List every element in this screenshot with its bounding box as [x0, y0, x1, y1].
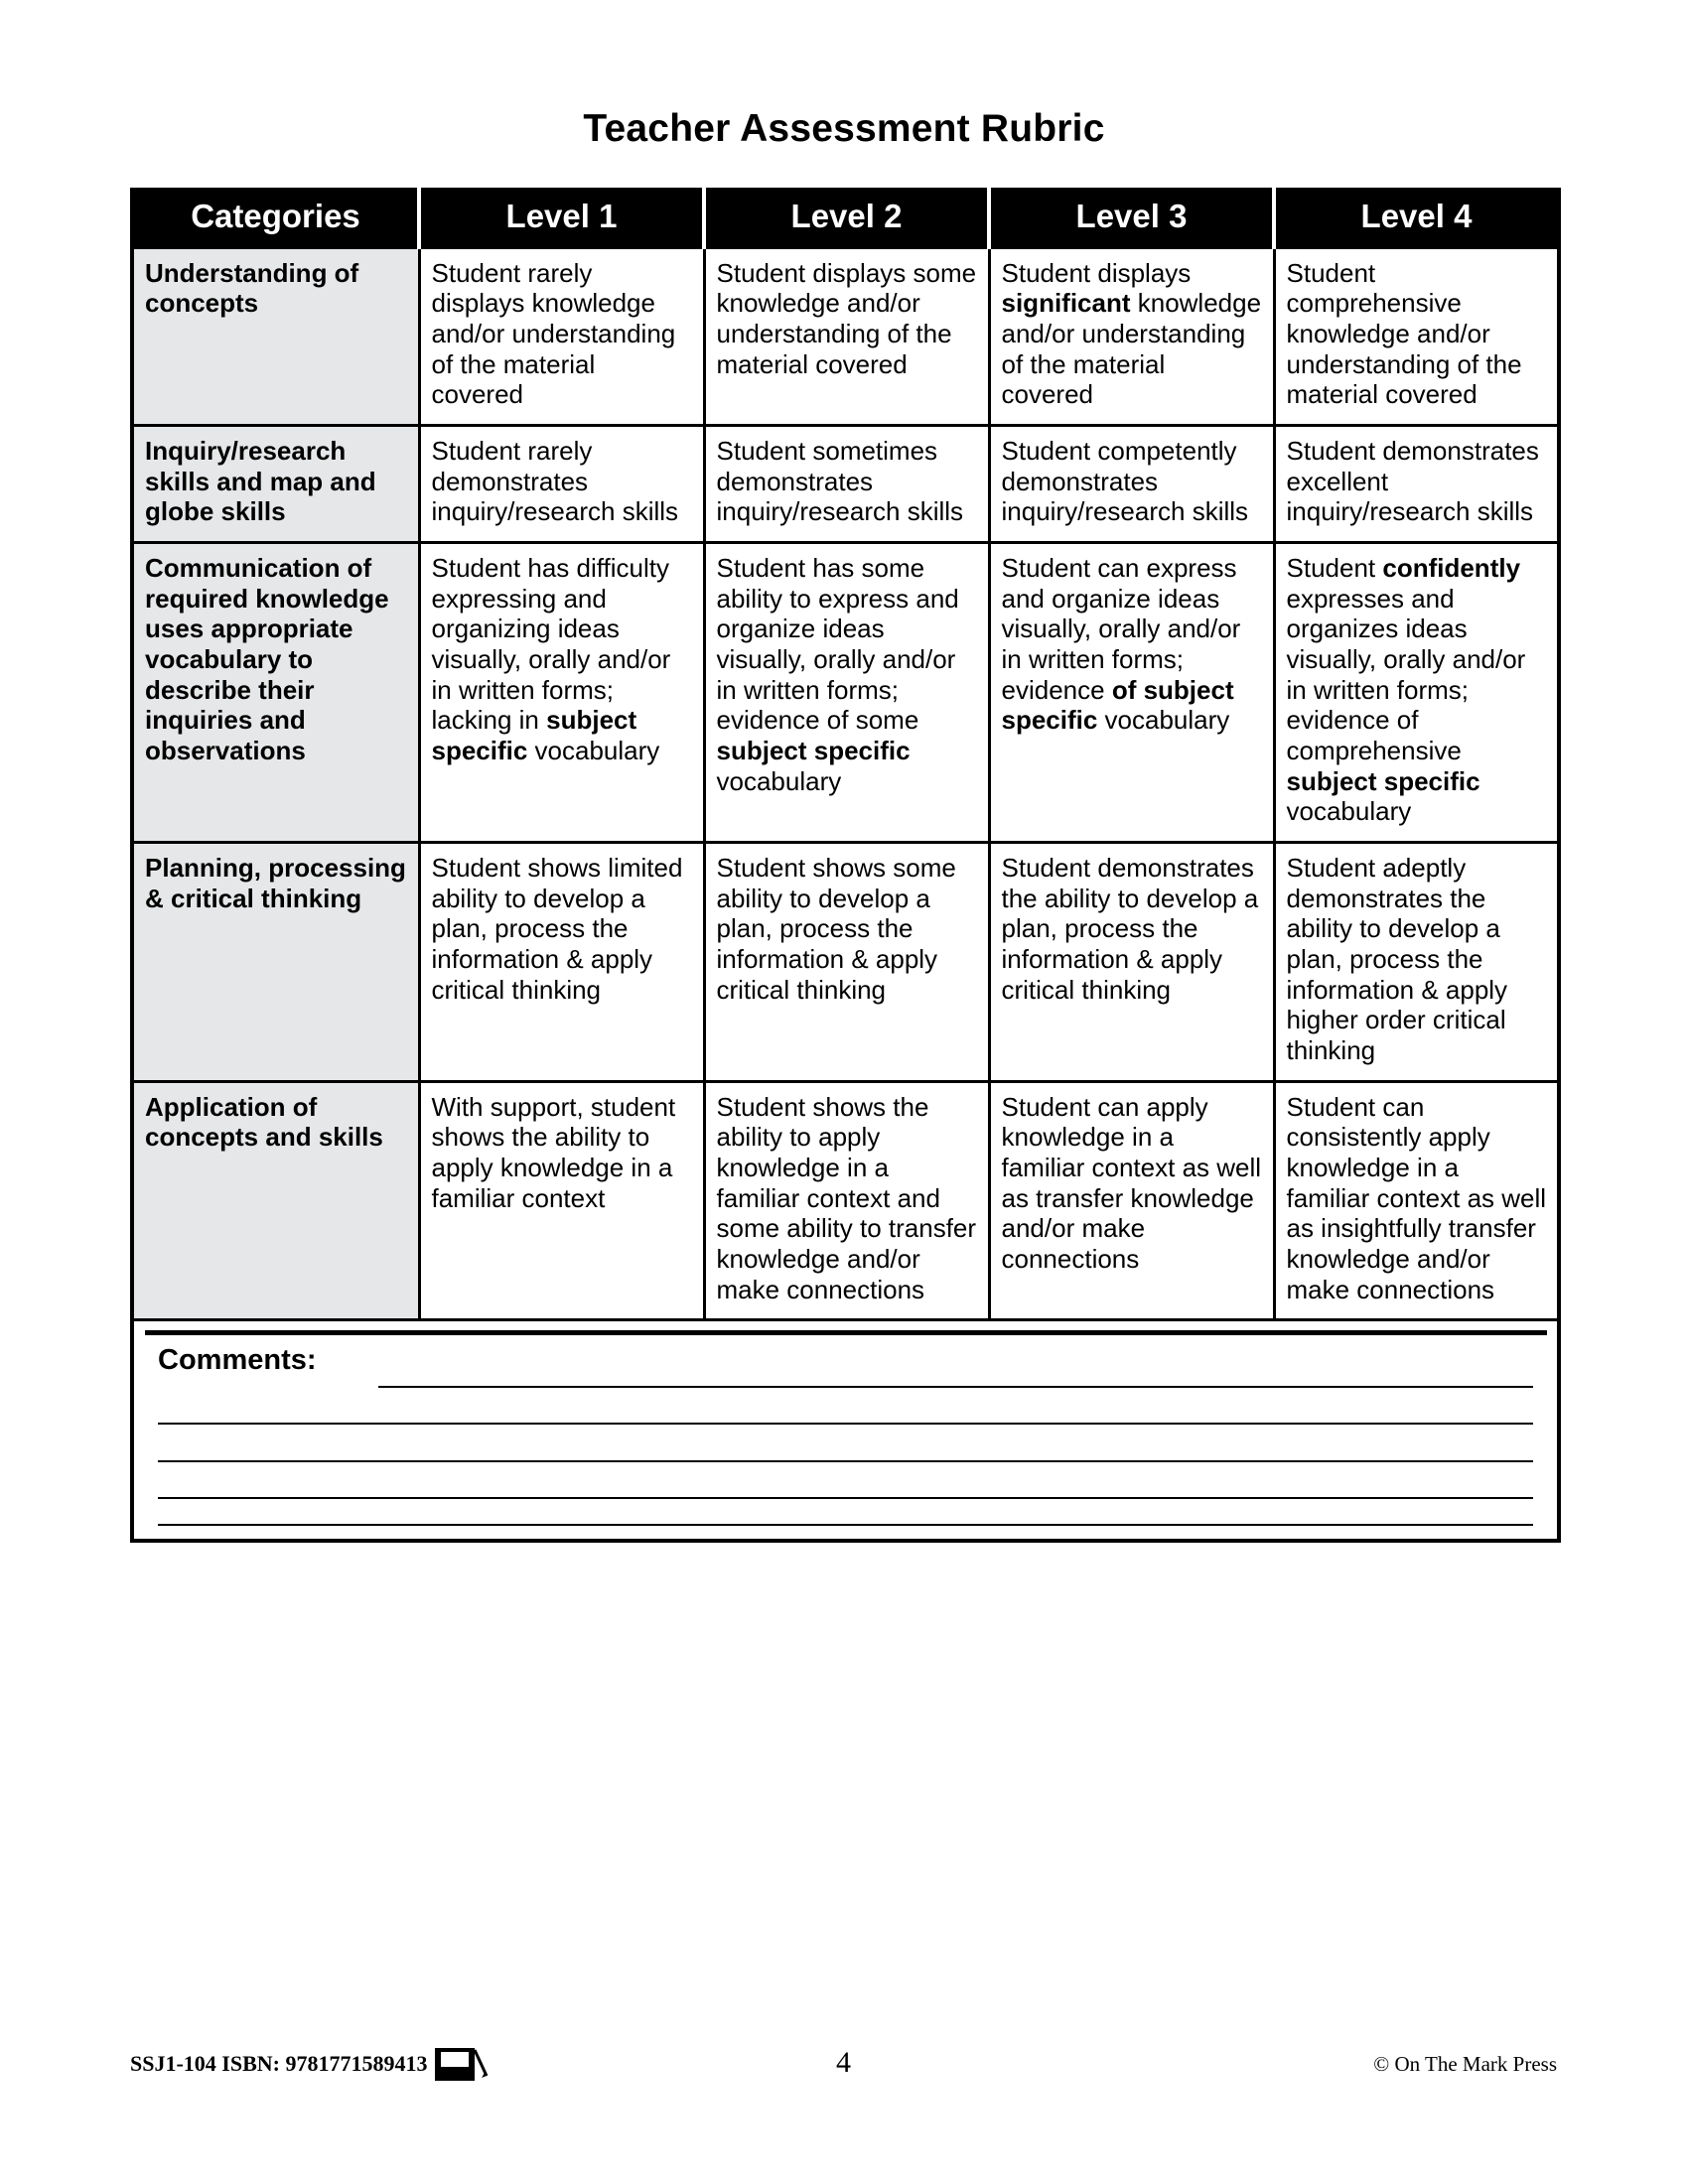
footer-copyright: © On The Mark Press	[1373, 2052, 1557, 2076]
footer-isbn-text: SSJ1-104 ISBN: 9781771589413	[130, 2051, 428, 2077]
cell-text-post: vocabulary	[527, 736, 660, 766]
cell-level-1: Student rarely displays knowledge and/or understanding of the material covered	[419, 247, 704, 425]
row-category-label: Planning, processing & critical thinking	[132, 843, 419, 1082]
table-row	[132, 1081, 1559, 1320]
comments-write-line[interactable]	[158, 1497, 1533, 1499]
comments-write-line[interactable]	[158, 1460, 1533, 1462]
table-row	[132, 426, 1559, 543]
cell-level-2	[704, 543, 989, 843]
cell-text-pre: Student has some ability to express and organize ideas visually, orally and/or in written forms; evidence of some	[716, 553, 959, 736]
cell-level-1	[419, 543, 704, 843]
cell-level-1: Student shows limited ability to develop a plan, process the information & apply critical thinking	[419, 843, 704, 1082]
cell-text-post: vocabulary	[1097, 705, 1230, 736]
cell-text-pre: Student displays	[1001, 257, 1192, 288]
column-header-level-4: Level 4	[1274, 190, 1559, 247]
column-header-level-1: Level 1	[419, 190, 704, 247]
cell-level-3	[989, 247, 1274, 425]
cell-text-post: vocabulary	[1286, 796, 1412, 827]
cell-text-emphasis-two: subject specific	[1286, 765, 1480, 796]
cell-level-2: Student shows some ability to develop a plan, process the information & apply critical thinking	[704, 843, 989, 1082]
cell-text-mid: expresses and organizes ideas visually, orally and/or in written forms; evidence of comprehensive	[1286, 583, 1526, 766]
cell-text-emphasis-one: confidently	[1382, 553, 1521, 584]
page-title: Teacher Assessment Rubric	[583, 107, 1105, 150]
cell-level-4: Student comprehensive knowledge and/or understanding of the material covered	[1274, 247, 1559, 425]
cell-level-1: With support, student shows the ability to apply knowledge in a familiar context	[419, 1081, 704, 1320]
cell-text-post: knowledge and/or understanding of the material covered	[1001, 288, 1262, 410]
page-footer	[130, 2048, 1557, 2098]
footer-page-number: 4	[836, 2046, 851, 2079]
row-category-label: Understanding of concepts	[132, 247, 419, 425]
cell-text-emphasis: significant	[1001, 288, 1131, 319]
comments-label: Comments:	[158, 1343, 323, 1377]
column-header-categories: Categories	[132, 190, 419, 247]
comments-write-line[interactable]	[378, 1386, 1533, 1388]
rubric-table-container	[130, 188, 1557, 1543]
cell-level-3: Student demonstrates the ability to develop a plan, process the information & apply critical thinking	[989, 843, 1274, 1082]
column-header-level-2: Level 2	[704, 190, 989, 247]
comments-write-line[interactable]	[158, 1524, 1533, 1526]
comments-section[interactable]	[145, 1330, 1547, 1525]
table-row	[132, 843, 1559, 1082]
cell-level-3	[989, 543, 1274, 843]
cell-text-pre: Student can express and organize ideas visually, orally and/or in written forms; evidence	[1001, 553, 1241, 705]
comments-row	[132, 1320, 1559, 1542]
cell-level-2: Student displays some knowledge and/or understanding of the material covered	[704, 247, 989, 425]
table-header-row	[132, 190, 1559, 247]
cell-level-3: Student competently demonstrates inquiry/research skills	[989, 426, 1274, 543]
column-header-level-3: Level 3	[989, 190, 1274, 247]
cell-level-3: Student can apply knowledge in a familiar context as well as transfer knowledge and/or make connections	[989, 1081, 1274, 1320]
row-category-label: Communication of required knowledge uses appropriate vocabulary to describe their inquiries and observations	[132, 543, 419, 843]
cell-text-pre: Student has difficulty expressing and organizing ideas visually, orally and/or in written forms; lacking in	[431, 553, 671, 736]
table-row	[132, 247, 1559, 425]
cell-level-1: Student rarely demonstrates inquiry/research skills	[419, 426, 704, 543]
cell-level-2: Student shows the ability to apply knowledge in a familiar context and some ability to transfer knowledge and/or make connections	[704, 1081, 989, 1320]
row-category-label: Inquiry/research skills and map and globe skills	[132, 426, 419, 543]
rubric-table	[130, 188, 1561, 1543]
cell-text-post: vocabulary	[716, 765, 842, 796]
cell-level-4: Student demonstrates excellent inquiry/research skills	[1274, 426, 1559, 543]
cell-level-4: Student can consistently apply knowledge in a familiar context as well as insightfully transfer knowledge and/or make connections	[1274, 1081, 1559, 1320]
comments-write-line[interactable]	[158, 1423, 1533, 1425]
cell-text-emphasis: subject specific	[716, 736, 911, 766]
cell-level-2: Student sometimes demonstrates inquiry/research skills	[704, 426, 989, 543]
cell-text-emphasis: of subject specific	[1001, 674, 1234, 736]
cell-text-pre: Student	[1286, 553, 1383, 584]
comments-cell	[132, 1320, 1559, 1542]
cell-level-4	[1274, 543, 1559, 843]
cell-level-4: Student adeptly demonstrates the ability to develop a plan, process the information & apply higher order critical thinking	[1274, 843, 1559, 1082]
cell-text-emphasis: subject specific	[431, 705, 637, 766]
table-row	[132, 543, 1559, 843]
row-category-label: Application of concepts and skills	[132, 1081, 419, 1320]
